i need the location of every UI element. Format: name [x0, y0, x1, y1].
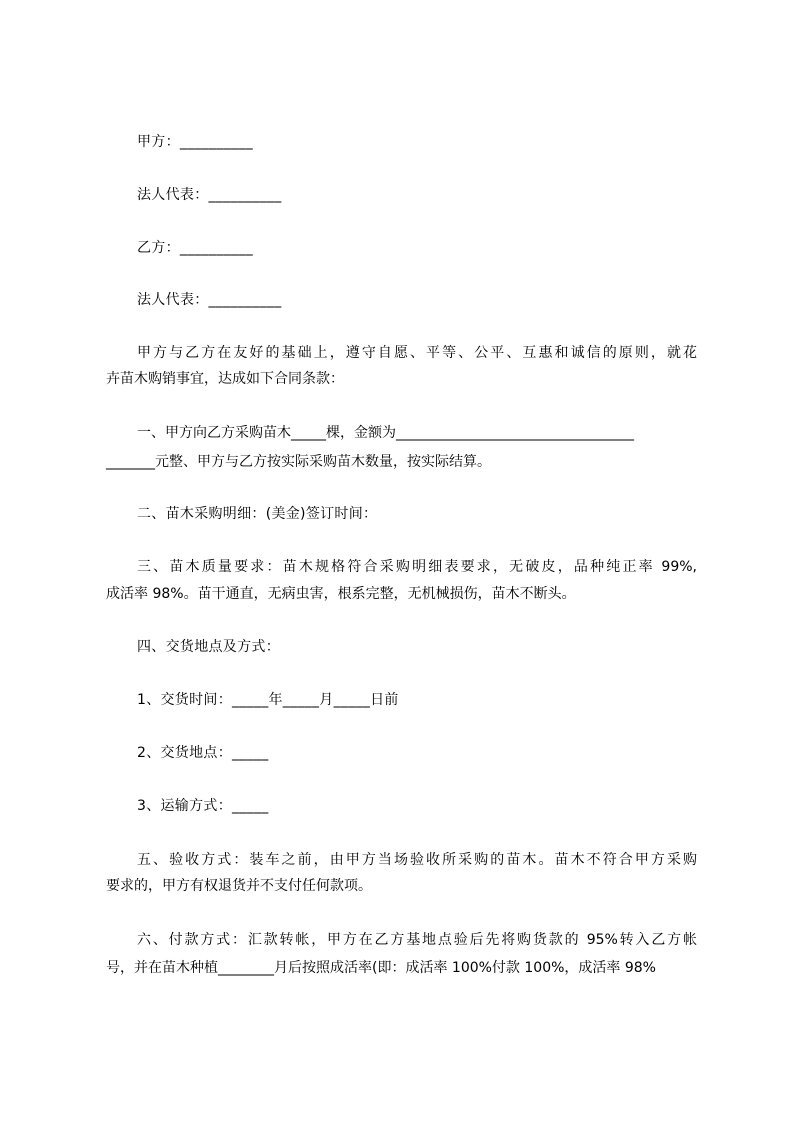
delivery-location-line: 2、交货地点：_____: [137, 745, 269, 761]
clause-5-line-2: 要求的，甲方有权退货并不支付任何款项。: [106, 878, 372, 894]
transport-method-line: 3、运输方式：_____: [137, 798, 269, 814]
intro-paragraph-line-2: 卉苗木购销事宜，达成如下合同条款：: [106, 371, 344, 387]
clause-6-line-2: 号，并在苗木种植________月后按照成活率(即：成活率 100%付款 100%，成活率 98%: [106, 960, 656, 976]
clause-6-line-1: 六、付款方式：汇款转帐，甲方在乙方基地点验后先将购货款的 95%转入乙方帐: [137, 932, 697, 948]
clause-3-line-1: 三、苗木质量要求：苗木规格符合采购明细表要求，无破皮，品种纯正率 99%,: [137, 559, 697, 575]
clause-5-line-1: 五、验收方式：装车之前，由甲方当场验收所采购的苗木。苗木不符合甲方采购: [137, 852, 697, 868]
party-b-representative-line: 法人代表：__________: [137, 292, 282, 308]
delivery-time-line: 1、交货时间：_____年_____月_____日前: [137, 692, 399, 708]
intro-paragraph-line-1: 甲方与乙方在友好的基础上，遵守自愿、平等、公平、互惠和诚信的原则，就花: [137, 345, 697, 361]
party-a-line: 甲方：__________: [137, 134, 253, 150]
party-b-line: 乙方：__________: [137, 240, 253, 256]
clause-3-line-2: 成活率 98%。苗干通直，无病虫害，根系完整，无机械损伤，苗木不断头。: [106, 586, 576, 602]
clause-4-line: 四、交货地点及方式：: [137, 639, 280, 655]
clause-2-line: 二、苗木采购明细：(美金)签订时间：: [137, 506, 378, 522]
clause-1-line-2: _______元整、甲方与乙方按实际采购苗木数量，按实际结算。: [106, 454, 491, 470]
party-a-representative-line: 法人代表：__________: [137, 187, 282, 203]
clause-1-line-1: 一、甲方向乙方采购苗木_____棵，金额为__________________________________: [137, 425, 634, 441]
